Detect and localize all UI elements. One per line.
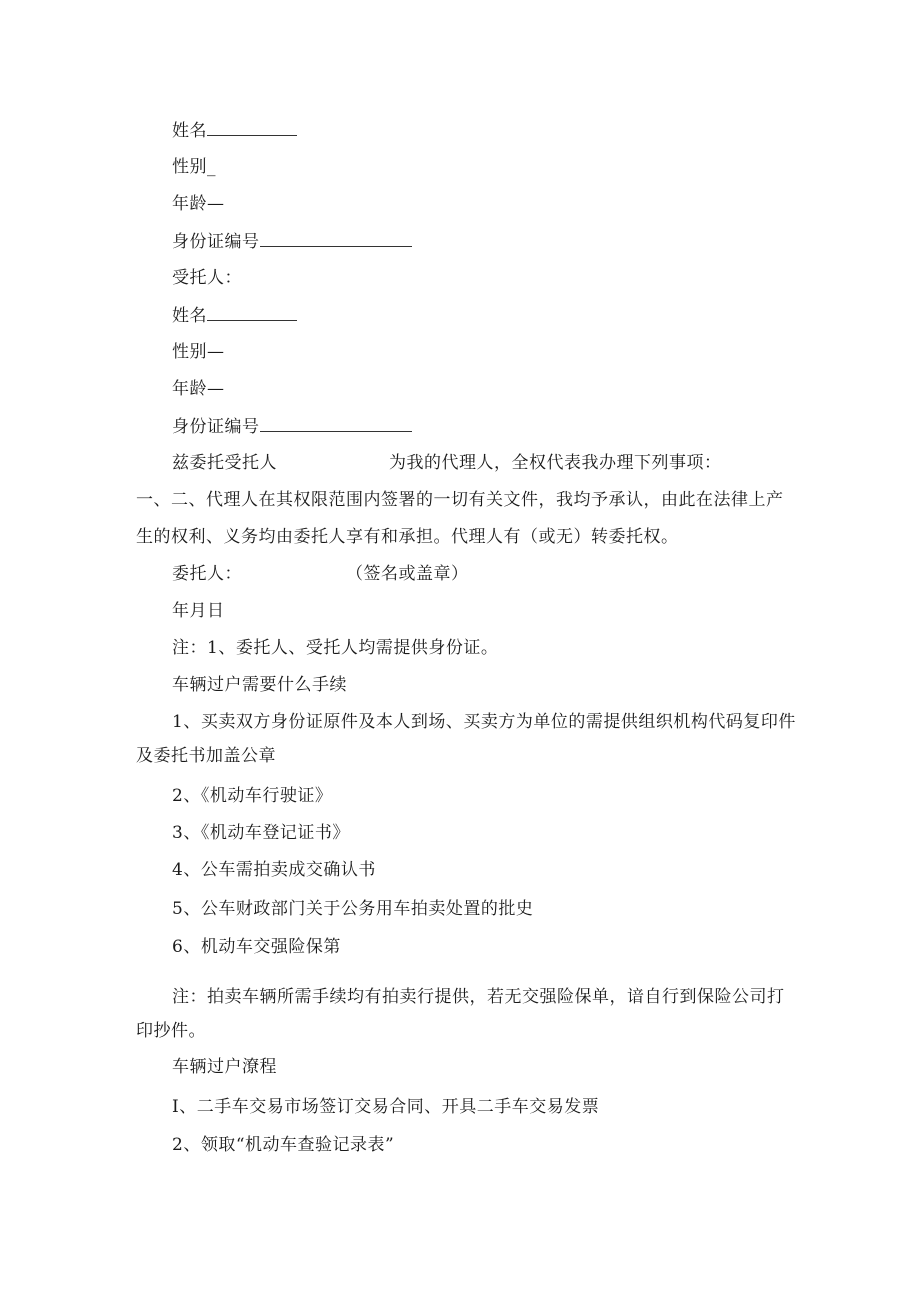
procedures-title: 车辆过户需要什么手续 (172, 675, 347, 695)
procedures-item-2: 2、《机动车行驶证》 (172, 786, 333, 806)
signer-note: （签名或盖章） (346, 564, 469, 584)
agent-name-blank (207, 304, 297, 321)
principal-gender-label: 性别_ (172, 157, 216, 177)
principal-id-label: 身份证编号 (172, 232, 260, 252)
agent-gender-label: 性别— (172, 342, 225, 362)
procedures-item-6: 6、机动车交强险保第 (172, 937, 341, 957)
process-title: 车辆过户潦程 (172, 1057, 277, 1077)
principal-gender-line (172, 156, 216, 178)
procedures-item-4: 4、公车需拍卖成交确认书 (172, 860, 376, 880)
agent-age-line (172, 378, 225, 400)
process-step-1: I、二手车交易市场签订交易合同、开具二手车交易发票 (172, 1097, 600, 1117)
authorization-intro (172, 452, 722, 474)
procedures-item-1-line1: 1、买卖双方身份证原件及本人到场、买卖方为单位的需提供组织机构代码复印件 (172, 712, 796, 732)
agent-id-blank (260, 415, 412, 432)
agent-gender-line (172, 341, 225, 363)
signer-line (172, 563, 469, 585)
procedures-item-3: 3、《机动车登记证书》 (172, 823, 350, 843)
principal-age-label: 年龄— (172, 194, 225, 214)
principal-age-line (172, 193, 225, 215)
signer-label: 委托人： (172, 564, 242, 584)
procedures-item-5: 5、公车财政部门关于公务用车拍卖处置的批史 (172, 899, 534, 919)
process-step-2: 2、领取“机动车查验记录表” (172, 1135, 395, 1155)
agent-id-line (172, 415, 412, 438)
agent-name-label: 姓名 (172, 306, 207, 326)
principal-name-line (172, 119, 297, 142)
procedures-item-1-line2: 及委托书加盖公章 (136, 746, 276, 766)
authorization-intro-end: 为我的代理人，全权代表我办理下列事项： (389, 453, 722, 473)
agent-name-line (172, 304, 297, 327)
procedures-note-line1: 注：拍卖车辆所需手续均有拍卖行提供，若无交强险保单，谙自行到保险公司打 (172, 987, 785, 1007)
agent-heading: 受托人： (172, 268, 242, 288)
principal-id-line (172, 230, 412, 253)
agent-age-label: 年龄— (172, 379, 225, 399)
authorization-intro-start: 兹委托受托人 (172, 453, 277, 473)
date-line: 年月日 (172, 601, 225, 621)
principal-name-label: 姓名 (172, 121, 207, 141)
authorization-paragraph-line1: 一、二、代理人在其权限范围内签署的一切有关文件，我均予承认，由此在法律上产 (136, 490, 784, 510)
principal-id-blank (260, 230, 412, 247)
principal-name-blank (207, 119, 297, 136)
id-note: 注：1、委托人、受托人均需提供身份证。 (172, 638, 499, 658)
procedures-note-line2: 印抄件。 (136, 1021, 206, 1041)
agent-id-label: 身份证编号 (172, 417, 260, 437)
authorization-paragraph-line2: 生的权利、义务均由委托人享有和承担。代理人有（或无）转委托权。 (136, 527, 679, 547)
